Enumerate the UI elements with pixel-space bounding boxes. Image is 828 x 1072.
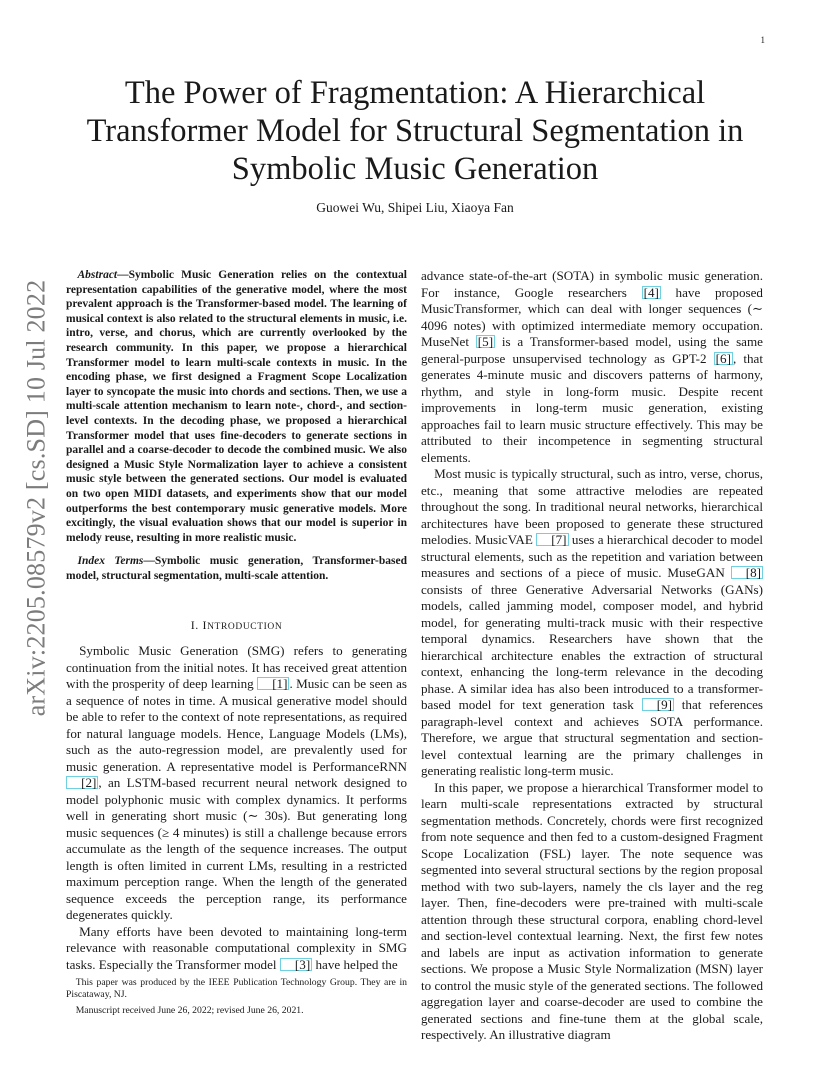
footnote-manuscript: Manuscript received June 26, 2022; revised June 26, 2021. [75, 1005, 304, 1016]
intro-paragraph-3: Most music is typically structural, such as intro, verse, chorus, etc., meaning that some attractive melodies are repeated throughout the song. In traditional neural networks, hierarchical architectures have been proposed to generate these structured melodies. MusicVAE [7] uses a hierarchical decoder to model structural elements, such as the repetition and variation between measures and sections of a piece of music. MuseGAN [8] consists of three Generative Adversarial Networks (GANs) models, called jamming model, composer model, and hybrid model, for generating multi-track music with their respective temporal dynamics. Researchers have shown that the hierarchical architecture enables the extraction of structural context, enhancing the long-term relevance in the decoding phase. A similar idea has also been introduced to a transformer-based model for text generation task [9] that references paragraph-level context and achieves SOTA performance. Therefore, we argue that structural segmentation and section-level contextual learning are the primary challenges in generating realistic long-term music. [421, 466, 764, 778]
arxiv-identifier: arXiv:2205.08579v2 [cs.SD] 10 Jul 2022 [21, 279, 51, 717]
citation-link[interactable]: [3] [280, 958, 312, 971]
citation-link[interactable]: [9] [642, 698, 674, 711]
section-heading-introduction: I. INTRODUCTION [190, 618, 283, 633]
footnotes [66, 977, 407, 1021]
abstract [66, 268, 407, 545]
citation-link[interactable]: [8] [731, 566, 763, 579]
index-terms [66, 554, 407, 583]
citation-link[interactable]: [2] [66, 776, 98, 789]
index-terms-label: Index Terms [77, 555, 144, 568]
right-column [421, 268, 763, 1044]
citation-link[interactable]: [6] [715, 350, 731, 366]
abstract-text: —Symbolic Music Generation relies on the contextual representation capabilities of the generative model, where the most prevalent approach is the Transformer-based model. The learning of musical context is also related to the structural elements in music, i.e. intro, verse, and chorus, which are currently overlooked by the research community. In this paper, we propose a hierarchical Transformer model to learn multi-scale contexts in music. In the encoding phase, we first designed a Fragment Scope Localization layer to syncopate the music into chords and sections. Then, we use a multi-scale attention mechanism to learn note-, chord-, and section-level contexts. In the decoding phase, we proposed a hierarchical Transformer model that uses fine-decoders to generate sections in parallel and a coarse-decoder to decode the combined music. We also designed a Music Style Normalization layer to achieve a consistent music style between the generated sections. Our model is evaluated on two open MIDI datasets, and experiments show that our model outperforms the best contemporary music generative models. More excitingly, the visual evaluation shows that our model is superior in melody reuse, resulting in more realistic music. [66, 269, 407, 544]
intro-paragraph-4: In this paper, we propose a hierarchical Transformer model to learn multi-scale representations extracted by structural segmentation methods. Concretely, chords were first recognized from note sequence and then fed to a custom-designed Fragment Scope Localization (FSL) layer. The note sequence was segmented into several structural sections by the region proposal method with two sub-layers, namely the cls layer and the reg layer. Then, fine-decoders were pre-trained with multi-scale attention through these structural corpora, enabling chord-level and section-level contextual learning. Next, the first few notes and labels are input as activation information to generate sections. We propose a Music Style Normalization (MSN) layer to control the music style of the generated sections. The followed aggregation layer and coarse-decoder are used to combine the generated sections and fine-tune them at the global scale, respectively. An illustrative diagram [421, 779, 763, 1042]
intro-paragraph-1: Symbolic Music Generation (SMG) refers to generating continuation from the initial notes. It has received great attention with the prosperity of deep learning [1] . Music can be seen as a sequence of notes in time. A musical generative model should be able to refer to the context of note representations, as required for natural language models. Hence, Language Models (LMs), such as the auto-regression model, are prevalently used for music generation. A representative model is PerformanceRNN [2] , an LSTM-based recurrent neural network designed to model polyphonic music with complex dynamics. It performs well in generating short music (∼ 30s). But generating long music sequences (≥ 4 minutes) is still a challenge because errors accumulate as the length of the sequence increases. The output length is often limited in current LMs, resulting in a restricted maximum perception range. When the length of the generated sequence exceeds the perception range, its performance degenerates quickly. [66, 643, 408, 923]
arxiv-watermark [14, 279, 58, 717]
citation-link[interactable]: [5] [477, 334, 494, 349]
citation-link[interactable]: [4] [643, 284, 659, 300]
index-terms-text: —Symbolic music generation, Transformer-based model, structural segmentation, multi-scale attention. [66, 555, 407, 582]
citation-link[interactable]: [7] [536, 533, 568, 546]
intro-paragraph-2-continued: advance state-of-the-art (SOTA) in symbolic music generation. For instance, Google researchers [4] have proposed MusicTransformer, which can deal with longer sequences (∼ 4096 notes) with optimized intermediate memory occupation. MuseNet [5] is a Transformer-based model, using the same general-purpose unsupervised technology as GPT-2 [6] , that generates 4-minute music and discovers patterns of harmony, rhythm, and style in long-form music. Despite recent improvements in long-term music generation, existing approaches fail to learn music structure effectively. This may be attributed to their incompetence in segmenting structural elements. [421, 268, 763, 465]
intro-paragraph-2: Many efforts have been devoted to maintaining long-term relevance with reasonable computational complexity in SMG tasks. Especially the Transformer model [3] have helped the [66, 923, 407, 972]
paper-title: The Power of Fragmentation: A Hierarchical Transformer Model for Structural Segmentation in Symbolic Music Generation [86, 75, 744, 187]
page-number: 1 [760, 35, 765, 45]
footnote-publication: This paper was produced by the IEEE Publication Technology Group. They are in Piscataway, NJ. [66, 977, 407, 1000]
citation-link[interactable]: [1] [257, 677, 289, 690]
abstract-label: Abstract [77, 269, 118, 281]
author-list: Guowei Wu, Shipei Liu, Xiaoya Fan [316, 200, 514, 215]
left-column [66, 268, 407, 973]
